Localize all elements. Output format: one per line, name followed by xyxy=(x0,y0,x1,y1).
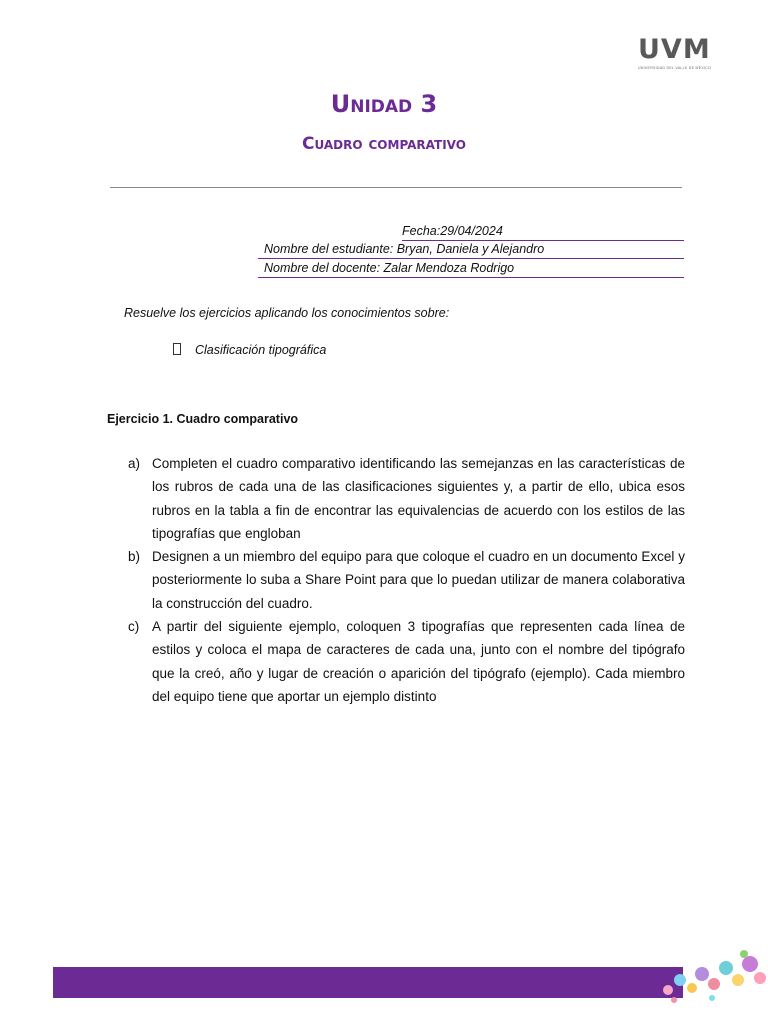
student-field xyxy=(258,241,684,258)
instructions-intro: Resuelve los ejercicios aplicando los conocimientos sobre: xyxy=(124,306,450,320)
topic-bullet xyxy=(173,343,326,357)
list-marker: c) xyxy=(128,619,140,635)
list-item xyxy=(128,545,685,615)
list-item-text: Completen el cuadro comparativo identificando las semejanzas en las características de los rubros de cada una de las clasificaciones siguientes y, a partir de ello, ubica esos rubros en la tabla a fin de encontrar las equivalencias de acuerdo con los estilos de las tipografías que engloban xyxy=(152,456,685,541)
logo-tagline: UNIVERSIDAD DEL VALLE DE MÉXICO xyxy=(638,66,712,70)
topic-text: Clasificación tipográfica xyxy=(195,343,327,357)
bullet-box-icon xyxy=(173,343,181,355)
teacher-text: Nombre del docente: Zalar Mendoza Rodrigo xyxy=(264,261,515,275)
page-title: Unidad 3 xyxy=(330,90,438,118)
floral-decoration-icon xyxy=(654,944,768,1004)
exercise-title: Ejercicio 1. Cuadro comparativo xyxy=(107,412,299,426)
list-item xyxy=(128,452,685,545)
date-field xyxy=(258,223,684,240)
student-text: Nombre del estudiante: Bryan, Daniela y Alejandro xyxy=(264,242,545,256)
date-text: Fecha:29/04/2024 xyxy=(402,224,503,238)
logo-wordmark: UVM xyxy=(638,34,711,65)
list-marker: a) xyxy=(128,456,141,471)
list-item-text: Designen a un miembro del equipo para que coloque el cuadro en un documento Excel y posteriormente lo suba a Share Point para que lo puedan utilizar de manera colaborativa la construcción del cuadro. xyxy=(152,549,685,611)
teacher-field xyxy=(258,260,684,277)
list-item-text: A partir del siguiente ejemplo, coloquen 3 tipografías que representen cada línea de estilos y coloca el mapa de caracteres de cada una, junto con el nombre del tipógrafo que la creó, año y lugar de creación o aparición del tipógrafo (ejemplo). Cada miembro del equipo tiene que aportar un ejemplo distinto xyxy=(152,619,685,704)
header-divider xyxy=(110,187,682,188)
page-subtitle: Cuadro comparativo xyxy=(302,134,466,154)
exercise-list xyxy=(128,452,685,708)
list-marker: b) xyxy=(128,549,141,565)
student-underline xyxy=(258,258,684,259)
list-item xyxy=(128,615,685,708)
teacher-underline xyxy=(258,277,684,278)
uvm-logo xyxy=(638,36,722,74)
footer-bar xyxy=(53,967,683,998)
